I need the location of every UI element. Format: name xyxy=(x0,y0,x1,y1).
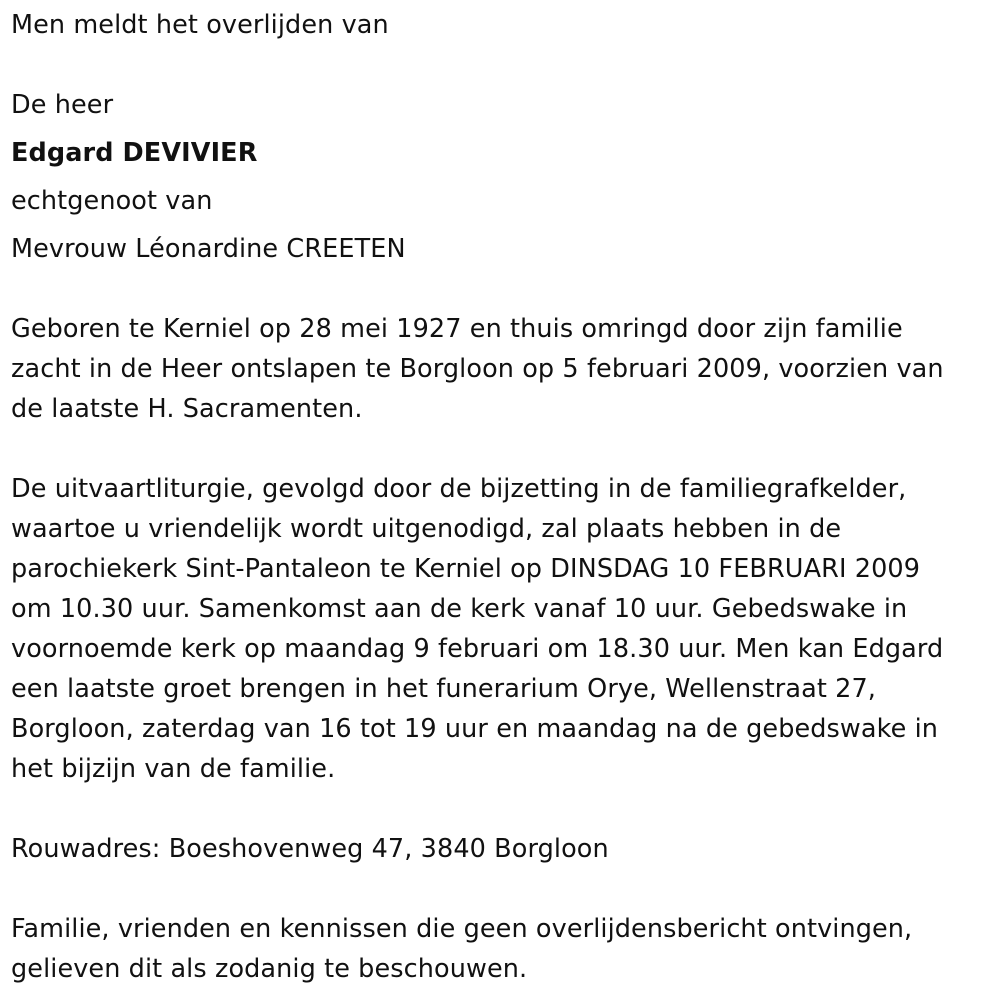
mourning-address-paragraph xyxy=(11,829,991,869)
paragraph-line: de laatste H. Sacramenten. xyxy=(11,394,363,424)
paragraph-line: Familie, vrienden en kennissen die geen overlijdensbericht ontvingen, xyxy=(11,914,913,944)
paragraph-line: zacht in de Heer ontslapen te Borgloon op 5 februari 2009, voorzien van xyxy=(11,354,944,384)
obituary-notice xyxy=(11,0,991,989)
paragraph-line: een laatste groet brengen in het funerarium Orye, Wellenstraat 27, xyxy=(11,674,876,704)
honorific: De heer xyxy=(11,90,114,120)
paragraph-line: waartoe u vriendelijk wordt uitgenodigd, zal plaats hebben in de xyxy=(11,514,842,544)
intro-text: Men meldt het overlijden van xyxy=(11,10,389,40)
deceased-name: Edgard DEVIVIER xyxy=(11,138,258,168)
closing-paragraph xyxy=(11,909,991,989)
funeral-paragraph xyxy=(11,469,991,789)
paragraph-line: De uitvaartliturgie, gevolgd door de bijzetting in de familiegrafkelder, xyxy=(11,474,907,504)
mourning-address: Rouwadres: Boeshovenweg 47, 3840 Borgloon xyxy=(11,834,609,864)
paragraph-line: voornoemde kerk op maandag 9 februari om 18.30 uur. Men kan Edgard xyxy=(11,634,944,664)
birth-death-paragraph xyxy=(11,309,991,429)
spouse-name: Mevrouw Léonardine CREETEN xyxy=(11,234,406,264)
paragraph-line: Geboren te Kerniel op 28 mei 1927 en thuis omringd door zijn familie xyxy=(11,314,903,344)
paragraph-line: om 10.30 uur. Samenkomst aan de kerk vanaf 10 uur. Gebedswake in xyxy=(11,594,908,624)
relation-label: echtgenoot van xyxy=(11,186,213,216)
paragraph-line: parochiekerk Sint-Pantaleon te Kerniel op DINSDAG 10 FEBRUARI 2009 xyxy=(11,554,921,584)
paragraph-line: het bijzijn van de familie. xyxy=(11,754,336,784)
paragraph-line: gelieven dit als zodanig te beschouwen. xyxy=(11,954,528,984)
paragraph-line: Borgloon, zaterdag van 16 tot 19 uur en maandag na de gebedswake in xyxy=(11,714,939,744)
